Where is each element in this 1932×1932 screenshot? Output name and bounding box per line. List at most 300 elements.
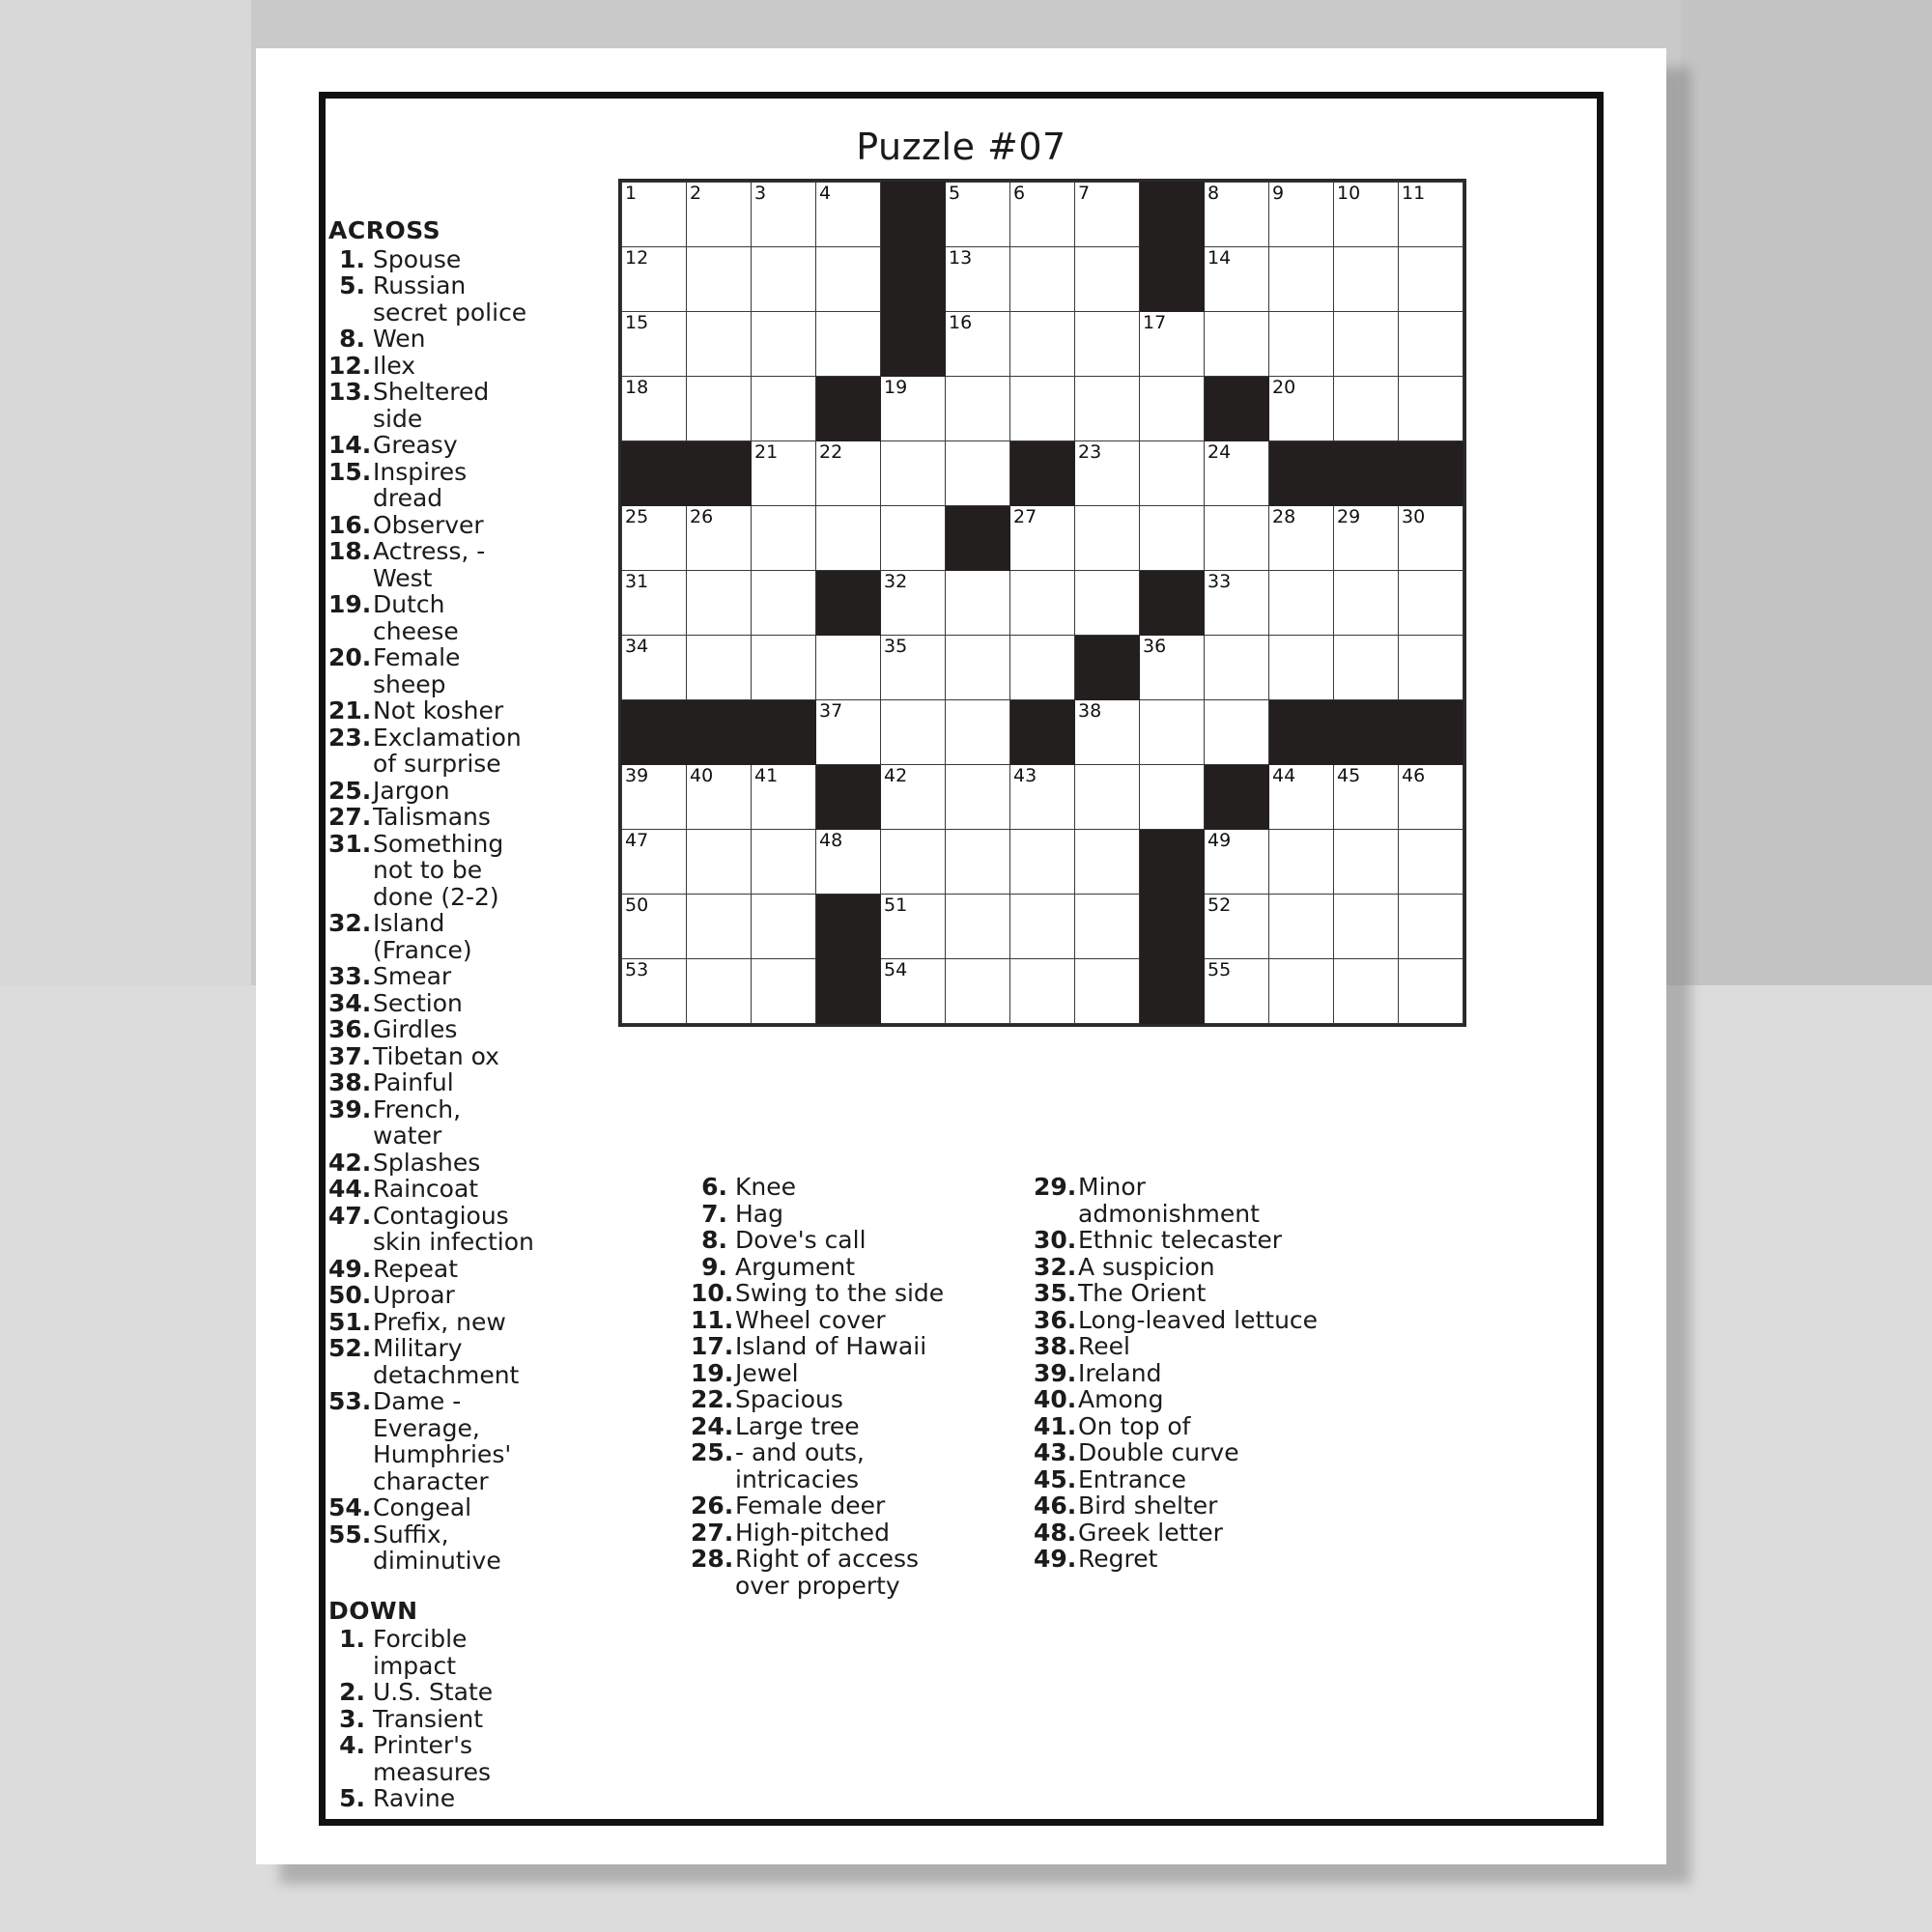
grid-cell[interactable]: [1399, 765, 1463, 830]
clue-number: 32.: [328, 909, 372, 937]
grid-cell[interactable]: [1010, 377, 1075, 441]
grid-cell[interactable]: [1334, 377, 1399, 441]
grid-cell[interactable]: [752, 377, 816, 441]
clues-column-left: [328, 217, 536, 1812]
grid-cell[interactable]: [1140, 700, 1205, 765]
grid-cell[interactable]: [687, 183, 752, 247]
clue-text: Contagious skin infection: [373, 1201, 534, 1256]
clue-number: 54.: [328, 1493, 372, 1521]
grid-cell[interactable]: [946, 636, 1010, 700]
grid-cell[interactable]: [816, 247, 881, 312]
grid-cell-number: 17: [1143, 312, 1167, 333]
grid-cell-number: 45: [1337, 765, 1361, 786]
grid-cell[interactable]: [622, 312, 687, 377]
grid-cell[interactable]: [946, 377, 1010, 441]
grid-cell[interactable]: [1205, 571, 1269, 636]
grid-cell[interactable]: [622, 247, 687, 312]
clue-number: 36.: [1034, 1305, 1077, 1334]
grid-cell[interactable]: [687, 312, 752, 377]
clue-text: Ireland: [1078, 1358, 1162, 1387]
grid-cell-number: 19: [884, 377, 908, 398]
grid-row: [622, 377, 1463, 441]
grid-cell-number: 55: [1208, 959, 1232, 980]
clue-text: Painful: [373, 1068, 454, 1096]
grid-cell-number: 25: [625, 506, 649, 527]
grid-cell-number: 49: [1208, 830, 1232, 851]
grid-cell-number: 7: [1078, 183, 1091, 204]
grid-cell-block: [1334, 441, 1399, 506]
grid-cell-number: 29: [1337, 506, 1361, 527]
grid-cell[interactable]: [1010, 959, 1075, 1024]
clue-number: 49.: [1034, 1545, 1077, 1573]
down-clue: [328, 1679, 536, 1706]
grid-cell[interactable]: [752, 959, 816, 1024]
clue-number: 37.: [328, 1041, 372, 1070]
grid-cell-number: 3: [754, 183, 767, 204]
grid-cell[interactable]: [1205, 636, 1269, 700]
clue-number: 35.: [1034, 1279, 1077, 1307]
grid-cell-block: [816, 765, 881, 830]
grid-cell-number: 15: [625, 312, 649, 333]
background-panel-top-right: [1681, 0, 1932, 985]
grid-cell[interactable]: [1140, 506, 1205, 571]
grid-cell[interactable]: [687, 247, 752, 312]
grid-cell[interactable]: [816, 506, 881, 571]
background-panel-top-left: [0, 0, 251, 985]
grid-cell[interactable]: [1269, 506, 1334, 571]
grid-cell[interactable]: [1399, 247, 1463, 312]
clue-text: Island (France): [373, 909, 472, 964]
grid-cell[interactable]: [881, 765, 946, 830]
grid-cell-number: 52: [1208, 895, 1232, 916]
grid-cell[interactable]: [1334, 312, 1399, 377]
grid-cell[interactable]: [1399, 183, 1463, 247]
grid-cell-block: [881, 247, 946, 312]
grid-cell[interactable]: [752, 830, 816, 895]
clue-text: Ilex: [373, 351, 416, 380]
clue-text: Dutch cheese: [373, 590, 459, 645]
clue-number: 3.: [339, 1704, 365, 1733]
grid-cell[interactable]: [1140, 636, 1205, 700]
grid-cell[interactable]: [1269, 312, 1334, 377]
grid-cell[interactable]: [622, 895, 687, 959]
grid-cell[interactable]: [1010, 895, 1075, 959]
across-clue-list: [328, 246, 536, 1575]
clue-number: 40.: [1034, 1385, 1077, 1413]
grid-cell[interactable]: [687, 959, 752, 1024]
clue-text: Spacious: [735, 1385, 843, 1413]
grid-cell[interactable]: [1399, 571, 1463, 636]
clue-number: 32.: [1034, 1252, 1077, 1281]
grid-cell-block: [1269, 700, 1334, 765]
clue-text: Long-leaved lettuce: [1078, 1305, 1319, 1334]
grid-cell[interactable]: [881, 700, 946, 765]
grid-cell-block: [1205, 765, 1269, 830]
grid-cell[interactable]: [946, 765, 1010, 830]
clue-text: Girdles: [373, 1015, 458, 1043]
grid-cell[interactable]: [1075, 571, 1140, 636]
down-clue: [691, 1413, 971, 1440]
across-clue: [328, 1043, 536, 1070]
grid-cell[interactable]: [1010, 636, 1075, 700]
grid-cell[interactable]: [816, 700, 881, 765]
clue-text: Transient: [373, 1704, 484, 1733]
down-clue: [691, 1280, 971, 1307]
clue-text: Uproar: [373, 1281, 455, 1309]
clue-text: U.S. State: [373, 1678, 494, 1706]
grid-cell[interactable]: [1075, 830, 1140, 895]
clue-number: 33.: [328, 962, 372, 990]
clue-number: 26.: [691, 1492, 734, 1520]
grid-cell[interactable]: [1010, 830, 1075, 895]
grid-cell-number: 43: [1013, 765, 1037, 786]
grid-row: [622, 636, 1463, 700]
grid-cell[interactable]: [1399, 506, 1463, 571]
grid-cell-block: [946, 506, 1010, 571]
grid-cell[interactable]: [752, 506, 816, 571]
clue-number: 39.: [328, 1094, 372, 1123]
clue-number: 15.: [328, 457, 372, 486]
clue-number: 12.: [328, 351, 372, 380]
clue-number: 25.: [328, 776, 372, 805]
grid-cell[interactable]: [1140, 312, 1205, 377]
across-clue: [328, 538, 536, 591]
grid-cell[interactable]: [1075, 700, 1140, 765]
grid-row: [622, 959, 1463, 1024]
down-clue: [1034, 1466, 1323, 1493]
grid-cell[interactable]: [687, 377, 752, 441]
grid-cell[interactable]: [1269, 571, 1334, 636]
clue-number: 11.: [691, 1305, 734, 1334]
grid-cell[interactable]: [881, 506, 946, 571]
grid-cell[interactable]: [622, 183, 687, 247]
down-clue: [691, 1386, 971, 1413]
grid-cell[interactable]: [881, 636, 946, 700]
across-clue: [328, 459, 536, 512]
across-clue: [328, 1150, 536, 1177]
grid-cell-block: [622, 700, 687, 765]
grid-cell[interactable]: [752, 636, 816, 700]
clues-column-middle: [691, 1174, 971, 1599]
clue-number: 21.: [328, 696, 372, 724]
grid-cell-number: 33: [1208, 571, 1232, 592]
clue-number: 13.: [328, 378, 372, 406]
grid-cell-number: 51: [884, 895, 908, 916]
clue-text: Island of Hawaii: [735, 1332, 927, 1360]
grid-cell[interactable]: [1140, 377, 1205, 441]
grid-cell[interactable]: [1269, 959, 1334, 1024]
grid-cell[interactable]: [752, 247, 816, 312]
down-clue: [1034, 1520, 1323, 1547]
clue-number: 39.: [1034, 1358, 1077, 1387]
grid-cell[interactable]: [1399, 636, 1463, 700]
across-clue: [328, 512, 536, 539]
grid-cell[interactable]: [1269, 636, 1334, 700]
grid-cell[interactable]: [1334, 247, 1399, 312]
clue-text: Knee: [735, 1173, 797, 1201]
across-clue: [328, 778, 536, 805]
grid-cell[interactable]: [687, 571, 752, 636]
grid-cell[interactable]: [1010, 312, 1075, 377]
grid-cell[interactable]: [752, 765, 816, 830]
grid-cell[interactable]: [1269, 895, 1334, 959]
grid-row: [622, 765, 1463, 830]
grid-cell-number: 2: [690, 183, 702, 204]
grid-row: [622, 247, 1463, 312]
grid-cell[interactable]: [881, 895, 946, 959]
across-clue: [328, 246, 536, 273]
across-clue: [328, 644, 536, 697]
grid-cell[interactable]: [1334, 506, 1399, 571]
clue-number: 1.: [339, 244, 365, 273]
page-title: Puzzle #07: [856, 126, 1066, 168]
grid-cell[interactable]: [1075, 377, 1140, 441]
grid-cell[interactable]: [687, 506, 752, 571]
grid-cell[interactable]: [881, 959, 946, 1024]
grid-cell[interactable]: [1399, 830, 1463, 895]
grid-cell[interactable]: [1334, 830, 1399, 895]
grid-cell[interactable]: [816, 441, 881, 506]
grid-cell[interactable]: [1334, 571, 1399, 636]
grid-cell[interactable]: [1205, 700, 1269, 765]
clue-number: 38.: [1034, 1332, 1077, 1360]
grid-cell[interactable]: [816, 312, 881, 377]
clues-column-right: [1034, 1174, 1323, 1573]
down-clue: [1034, 1413, 1323, 1440]
grid-cell[interactable]: [946, 441, 1010, 506]
across-clue: [328, 1282, 536, 1309]
grid-cell[interactable]: [1269, 247, 1334, 312]
grid-cell[interactable]: [1140, 441, 1205, 506]
grid-cell[interactable]: [1075, 183, 1140, 247]
grid-cell[interactable]: [946, 830, 1010, 895]
grid-cell[interactable]: [1075, 765, 1140, 830]
grid-cell[interactable]: [881, 571, 946, 636]
grid-cell[interactable]: [1399, 895, 1463, 959]
across-clue: [328, 1203, 536, 1256]
grid-cell[interactable]: [687, 895, 752, 959]
grid-cell[interactable]: [1010, 506, 1075, 571]
clue-number: 53.: [328, 1387, 372, 1415]
grid-cell-number: 37: [819, 700, 843, 722]
grid-cell[interactable]: [1399, 312, 1463, 377]
clue-text: The Orient: [1078, 1279, 1207, 1307]
grid-cell[interactable]: [946, 247, 1010, 312]
grid-cell[interactable]: [622, 830, 687, 895]
grid-cell[interactable]: [1269, 183, 1334, 247]
clue-text: Something not to be done (2-2): [373, 829, 504, 911]
down-clue: [691, 1254, 971, 1281]
clue-text: Dame - Everage, Humphries' character: [373, 1387, 512, 1495]
clue-text: Military detachment: [373, 1334, 520, 1389]
down-clue-list-part2: [691, 1174, 971, 1599]
grid-cell[interactable]: [946, 959, 1010, 1024]
clue-number: 29.: [1034, 1173, 1077, 1201]
grid-cell[interactable]: [1269, 765, 1334, 830]
grid-cell[interactable]: [1010, 247, 1075, 312]
grid-cell-number: 8: [1208, 183, 1220, 204]
clue-number: 22.: [691, 1385, 734, 1413]
grid-cell[interactable]: [1399, 959, 1463, 1024]
grid-cell-number: 21: [754, 441, 779, 463]
grid-cell[interactable]: [1205, 506, 1269, 571]
clue-text: Observer: [373, 510, 484, 539]
down-clue: [1034, 1254, 1323, 1281]
grid-cell[interactable]: [1334, 959, 1399, 1024]
clue-number: 44.: [328, 1175, 372, 1203]
grid-cell[interactable]: [1140, 765, 1205, 830]
grid-cell[interactable]: [1334, 636, 1399, 700]
grid-cell[interactable]: [1269, 830, 1334, 895]
clue-text: Greek letter: [1078, 1518, 1223, 1547]
grid-cell[interactable]: [1334, 765, 1399, 830]
grid-cell-block: [1010, 441, 1075, 506]
grid-cell[interactable]: [752, 312, 816, 377]
clue-number: 23.: [328, 723, 372, 752]
grid-cell[interactable]: [1075, 506, 1140, 571]
grid-cell-number: 9: [1272, 183, 1285, 204]
grid-cell[interactable]: [1205, 830, 1269, 895]
grid-cell[interactable]: [1075, 959, 1140, 1024]
down-clue: [328, 1785, 536, 1812]
grid-cell[interactable]: [1399, 377, 1463, 441]
grid-cell[interactable]: [1205, 312, 1269, 377]
grid-cell[interactable]: [1075, 312, 1140, 377]
across-clue: [328, 1176, 536, 1203]
grid-cell-block: [1334, 700, 1399, 765]
grid-cell-number: 1: [625, 183, 638, 204]
grid-row: [622, 506, 1463, 571]
down-clue: [691, 1174, 971, 1201]
grid-cell[interactable]: [946, 183, 1010, 247]
grid-cell-number: 31: [625, 571, 649, 592]
grid-cell[interactable]: [1205, 183, 1269, 247]
clue-text: Female deer: [735, 1492, 886, 1520]
grid-cell[interactable]: [881, 377, 946, 441]
clue-number: 50.: [328, 1281, 372, 1309]
grid-cell[interactable]: [946, 895, 1010, 959]
grid-cell[interactable]: [1205, 959, 1269, 1024]
down-clue: [1034, 1307, 1323, 1334]
grid-cell[interactable]: [687, 830, 752, 895]
clue-text: Suffix, diminutive: [373, 1520, 501, 1575]
clue-number: 52.: [328, 1334, 372, 1362]
grid-cell[interactable]: [622, 959, 687, 1024]
grid-cell[interactable]: [1010, 571, 1075, 636]
clue-number: 31.: [328, 829, 372, 858]
down-clue: [1034, 1360, 1323, 1387]
grid-cell-block: [816, 959, 881, 1024]
grid-cell-number: 54: [884, 959, 908, 980]
grid-cell-number: 20: [1272, 377, 1296, 398]
clue-number: 14.: [328, 431, 372, 459]
down-clue: [1034, 1546, 1323, 1573]
grid-cell[interactable]: [816, 183, 881, 247]
grid-cell-number: 44: [1272, 765, 1296, 786]
grid-cell-number: 24: [1208, 441, 1232, 463]
grid-cell-number: 40: [690, 765, 714, 786]
grid-cell[interactable]: [752, 895, 816, 959]
clue-text: Repeat: [373, 1254, 459, 1283]
grid-cell-number: 42: [884, 765, 908, 786]
grid-cell[interactable]: [1075, 247, 1140, 312]
grid-cell[interactable]: [687, 636, 752, 700]
grid-cell[interactable]: [946, 571, 1010, 636]
grid-cell[interactable]: [946, 700, 1010, 765]
clue-number: 49.: [328, 1254, 372, 1283]
clue-number: 24.: [691, 1411, 734, 1440]
grid-cell[interactable]: [752, 441, 816, 506]
grid-cell[interactable]: [752, 183, 816, 247]
down-clue: [1034, 1227, 1323, 1254]
grid-cell-block: [687, 441, 752, 506]
grid-row: [622, 895, 1463, 959]
clue-text: Inspires dread: [373, 457, 468, 512]
grid-cell-number: 30: [1402, 506, 1426, 527]
grid-cell[interactable]: [881, 830, 946, 895]
grid-cell[interactable]: [1205, 895, 1269, 959]
page-content: [328, 101, 1594, 1816]
grid-cell[interactable]: [622, 506, 687, 571]
grid-cell[interactable]: [1334, 183, 1399, 247]
clue-text: Exclamation of surprise: [373, 723, 522, 778]
grid-cell[interactable]: [816, 636, 881, 700]
grid-cell[interactable]: [816, 830, 881, 895]
grid-cell[interactable]: [752, 571, 816, 636]
grid-cell[interactable]: [622, 377, 687, 441]
down-clue-list-part3: [1034, 1174, 1323, 1573]
clue-text: High-pitched: [735, 1518, 890, 1547]
clue-number: 4.: [339, 1731, 365, 1759]
grid-cell[interactable]: [687, 765, 752, 830]
grid-cell[interactable]: [1075, 441, 1140, 506]
across-clue: [328, 963, 536, 990]
clue-text: Bird shelter: [1078, 1492, 1218, 1520]
grid-cell-block: [1269, 441, 1334, 506]
clue-number: 25.: [691, 1438, 734, 1466]
clue-number: 18.: [328, 537, 372, 565]
grid-cell-block: [687, 700, 752, 765]
down-clue: [691, 1227, 971, 1254]
grid-cell[interactable]: [622, 636, 687, 700]
clue-text: Forcible impact: [373, 1625, 468, 1680]
grid-cell[interactable]: [1205, 247, 1269, 312]
grid-cell[interactable]: [881, 441, 946, 506]
across-clue: [328, 910, 536, 963]
grid-cell[interactable]: [1010, 765, 1075, 830]
crossword-grid[interactable]: [618, 179, 1466, 1027]
grid-cell-number: 14: [1208, 247, 1232, 269]
grid-cell[interactable]: [1010, 183, 1075, 247]
clue-number: 51.: [328, 1307, 372, 1336]
grid-cell[interactable]: [1205, 441, 1269, 506]
clue-text: Talismans: [373, 803, 491, 831]
grid-cell[interactable]: [1075, 895, 1140, 959]
grid-cell[interactable]: [1269, 377, 1334, 441]
grid-cell[interactable]: [622, 571, 687, 636]
grid-cell-number: 11: [1402, 183, 1426, 204]
clue-text: Russian secret police: [373, 271, 527, 327]
grid-cell-number: 48: [819, 830, 843, 851]
clue-number: 9.: [701, 1252, 727, 1281]
clue-number: 16.: [328, 510, 372, 539]
clue-number: 38.: [328, 1068, 372, 1096]
grid-cell[interactable]: [946, 312, 1010, 377]
clue-text: Wen: [373, 325, 426, 353]
across-clue: [328, 1335, 536, 1388]
grid-cell[interactable]: [1334, 895, 1399, 959]
grid-cell[interactable]: [622, 765, 687, 830]
